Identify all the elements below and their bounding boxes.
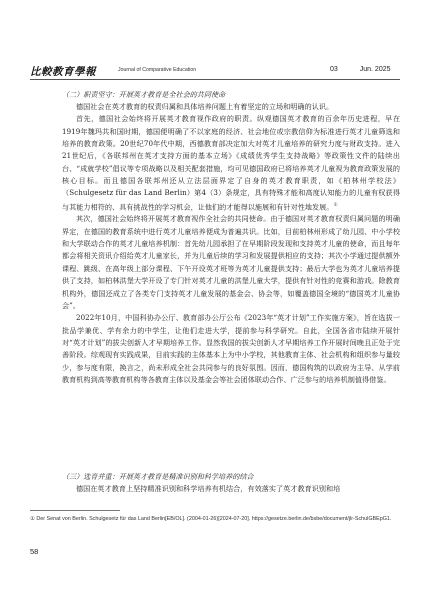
page-number: 58 — [30, 547, 39, 556]
footnote-rule — [30, 510, 120, 511]
section-body-2 — [62, 101, 400, 386]
header-rule — [30, 79, 400, 80]
section-body-3 — [62, 483, 400, 495]
issue-number: 03 — [330, 66, 338, 73]
paragraph — [62, 113, 400, 213]
paragraph-text: 首先，德国社会始终将开展英才教育视作政府的职责。纵观德国英才教育的百余年历史进程，早在1919年魏玛共和国时期，德国便明确了不以家庭的经济、社会地位或宗教信仰为标准进行英才儿童筛选和培养的教育政策。20世纪70年代中期，西德教育部决定加大对英才儿童培养的研究力度与财政支持。进入21世纪后，《各联邦州在英才支持方面的基本立场》《成绩优秀学生支持战略》等政策性文件的陆续出台、“成就学校”倡议等专项战略以及相关配套措施，均可见德国政府已将培养英才儿童视为教育政策发展的核心目标。而且德国各联邦州还从立法层面界定了自身的英才教育职责，如《柏林州学校法》（Schulgesetz für das Land Berlin）第4（3）条规定，具有特殊才能和高度认知能力的儿童有权获得与其能力相符的、具有挑战性的学习机会，让他们的才能得以施展和有针对性地发展。 — [62, 114, 400, 212]
footnote: ① Der Senat von Berlin. Schulgesetz für das Land Berlin[EB/OL]. (2004-01-26)[2024-07-20]. https://gesetze.berlin.de/bsbe/document/jlr-SchulGBEpG1. — [30, 516, 392, 522]
issue-date: Jun. 2025 — [359, 66, 391, 73]
journal-logo: 比較教育學報 — [30, 66, 96, 78]
journal-name: Journal of Comparative Education — [118, 67, 197, 73]
running-header — [30, 64, 400, 80]
paragraph: 德国在英才教育上坚持精准识别和科学培养有机结合，有效落实了英才教育识别和培 — [76, 484, 341, 493]
footnote-marker[interactable]: ① — [333, 202, 338, 208]
section-heading-2: （二）职责坚守：开展英才教育是全社会的共同使命 — [62, 90, 226, 99]
section-heading-3: （三）选育并重：开展英才教育是精准识别和科学培养的结合 — [62, 472, 254, 481]
paragraph: 德国社会在英才教育的权责归属和具体培养问题上有着坚定的立场和明确的认识。 — [76, 102, 334, 111]
paragraph: 2022年10月，中国科协办公厅、教育部办公厅公布《2023年“英才计划”工作实施方案》，旨在选拔一批品学兼优、学有余力的中学生，让他们走进大学，提前参与科学研究。自此，全国各省市陆续开展针对“英才计划”的拔尖创新人才早期培养工作。显然我国的拔尖创新人才早期培养工作开展时间晚且正处于完善阶段。综观现有实践成果，目前实践的主体基本上为中小学校，其他教育主体、社会机构和组织参与量较少，参与度有限，换言之，尚未形成全社会共同参与的良好氛围。因而，德国构筑的以政府为主导、从学前教育机构到高等教育机构等各教育主体以及基金会等社会团体联动合作、广泛参与的培养机制值得借鉴。 — [62, 313, 400, 384]
paragraph: 其次，德国社会始终将开展英才教育视作全社会的共同使命。由于德国对英才教育权责归属问题的明确界定，在德国的教育系统中进行英才儿童培养便成为普遍共识。比如，目前柏林州形成了幼儿园、中小学校和大学联动合作的英才儿童培养机制：首先幼儿园承担了在早期阶段发现和支持英才儿童的使命，而且每年都会将相关资讯介绍给英才儿童家长，并为儿童后续的学习和发展提供相应的支持；其次小学通过提供额外课程、跳级、在高年级上部分课程、下午开设英才班等为英才儿童提供支持；最后大学也为英才儿童培养提供了支持，如柏林洪堡大学开设了专门针对英才儿童的洪堡儿童大学，提供有针对性的竞赛和游戏。除教育机构外，德国还成立了各类专门支持英才儿童发展的基金会、协会等，如覆盖德国全境的“德国英才儿童协会”。 — [62, 214, 400, 310]
issue-info — [310, 66, 391, 73]
